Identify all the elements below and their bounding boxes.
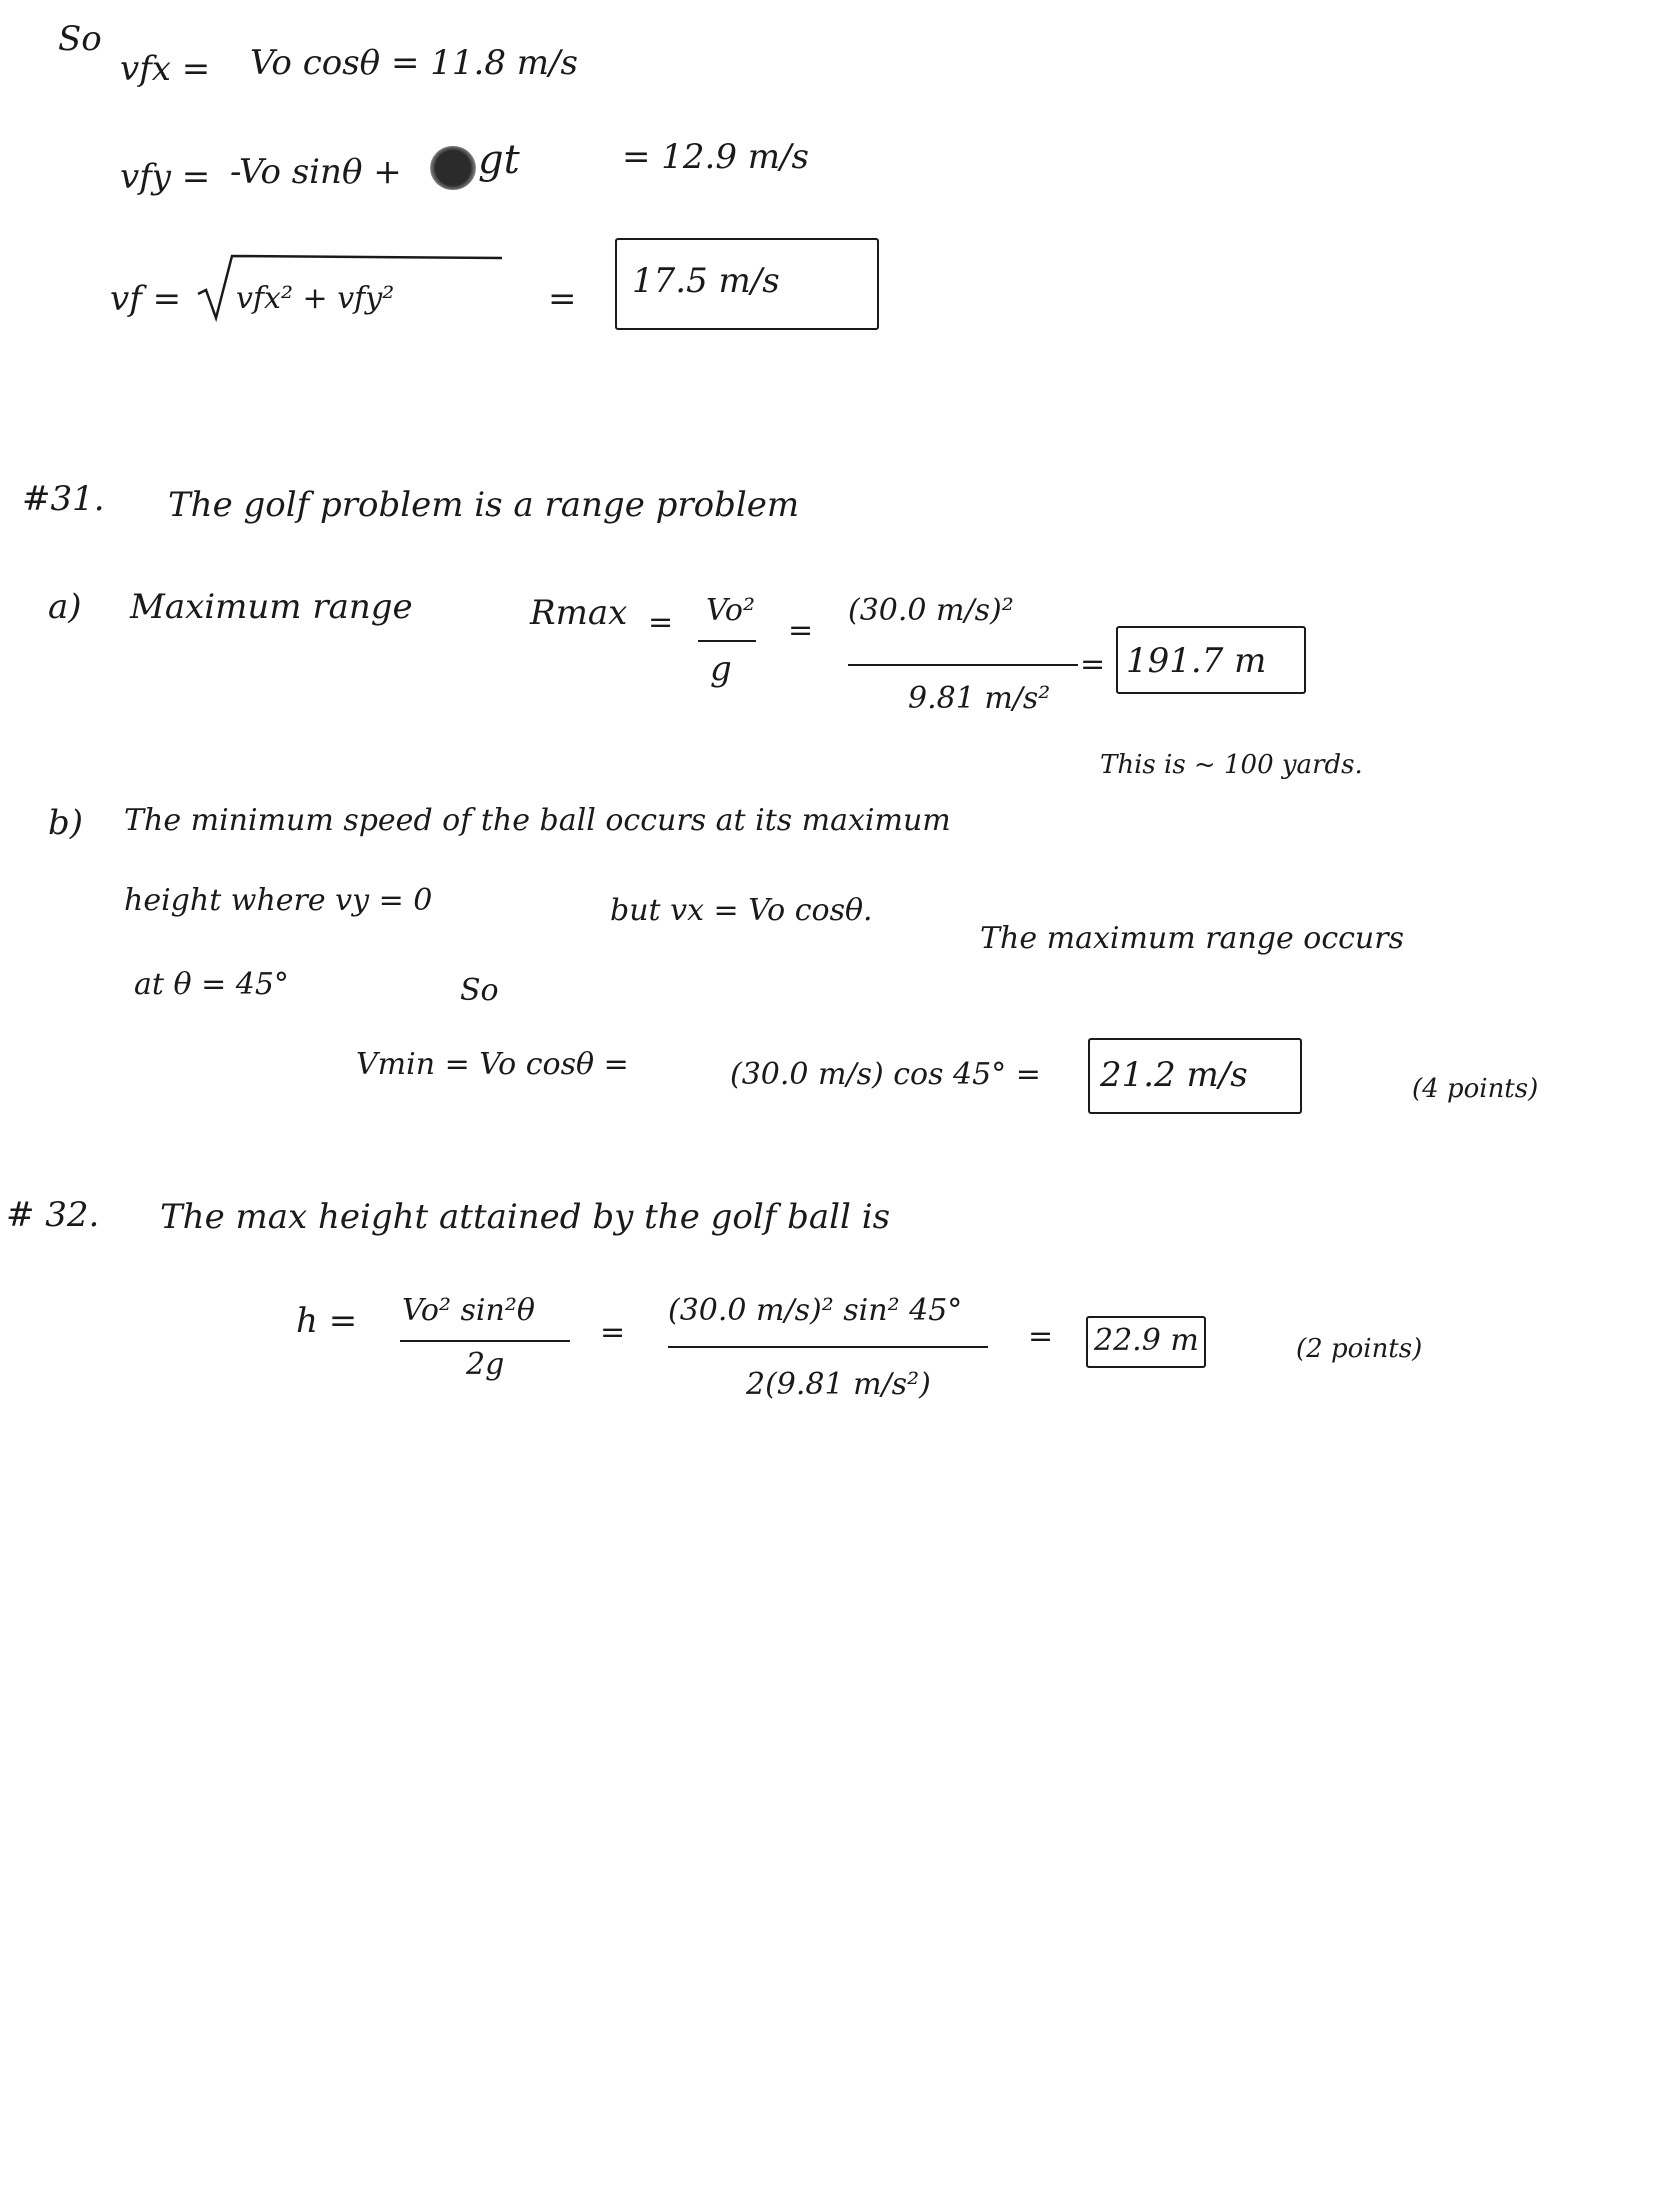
part-b-label: b) (48, 803, 84, 843)
vf-equals: = (548, 279, 577, 319)
h-equals: = (600, 1315, 626, 1350)
problem-31-number: #31. (22, 479, 105, 519)
rmax-equals-3: = (1080, 647, 1106, 682)
vmin-calculation: (30.0 m/s) cos 45° = (730, 1057, 1041, 1092)
scribbled-out-mark (430, 146, 476, 190)
part-a-label: a) (48, 587, 82, 627)
vf-radicand: vfx² + vfy² (236, 281, 395, 316)
part-b-line-2b: but vx = Vo cosθ. (610, 893, 873, 928)
h-equals-2: = (1028, 1319, 1054, 1354)
points-32: (2 points) (1296, 1334, 1423, 1364)
problem-31-intro: The golf problem is a range problem (168, 485, 800, 525)
height-result: 22.9 m (1094, 1323, 1199, 1358)
part-b-line-3b: So (460, 973, 499, 1008)
h-numerator: Vo² sin²θ (402, 1293, 535, 1328)
vfy-value: = 12.9 m/s (622, 137, 809, 177)
vfx-lhs: vfx = (120, 49, 211, 89)
h-fraction-bar-2 (668, 1346, 988, 1348)
part-a-text: Maximum range (130, 587, 413, 627)
part-b-line-2c: The maximum range occurs (980, 921, 1404, 956)
part-b-line-3a: at θ = 45° (134, 967, 289, 1002)
rmax-denominator-2: 9.81 m/s² (908, 681, 1051, 716)
vmin-expression: Vmin = Vo cosθ = (356, 1047, 629, 1082)
rmax-equals-2: = (788, 613, 814, 648)
rmax-numerator-2: (30.0 m/s)² (848, 593, 1014, 628)
vfy-gt: gt (478, 137, 520, 183)
h-denominator-2: 2(9.81 m/s²) (746, 1367, 931, 1402)
h-fraction-bar (400, 1340, 570, 1342)
vf-result: 17.5 m/s (632, 261, 780, 301)
h-lhs: h = (296, 1301, 358, 1341)
rmax-equals: = (648, 605, 674, 640)
fraction-bar-2 (848, 664, 1078, 666)
fraction-bar (698, 640, 756, 642)
part-b-line-2a: height where vy = 0 (124, 883, 433, 918)
vfx-rhs: Vo cosθ = 11.8 m/s (250, 43, 578, 83)
h-numerator-2: (30.0 m/s)² sin² 45° (668, 1293, 963, 1328)
rmax-denominator: g (710, 649, 732, 689)
rmax-label: Rmax (530, 593, 628, 633)
vfy-lhs: vfy = (120, 157, 211, 197)
yards-note: This is ~ 100 yards. (1100, 750, 1363, 780)
vf-lhs: vf = (110, 279, 182, 319)
problem-32-number: # 32. (6, 1195, 100, 1235)
part-b-line-1: The minimum speed of the ball occurs at its maximum (124, 803, 951, 838)
range-result: 191.7 m (1126, 641, 1267, 681)
vmin-result: 21.2 m/s (1100, 1055, 1248, 1095)
points-b: (4 points) (1412, 1074, 1539, 1104)
h-denominator: 2g (466, 1347, 505, 1382)
so-label: So (58, 19, 102, 59)
vfy-rhs: -Vo sinθ + (230, 152, 402, 192)
rmax-numerator: Vo² (706, 593, 755, 628)
problem-32-intro: The max height attained by the golf ball is (160, 1197, 891, 1237)
